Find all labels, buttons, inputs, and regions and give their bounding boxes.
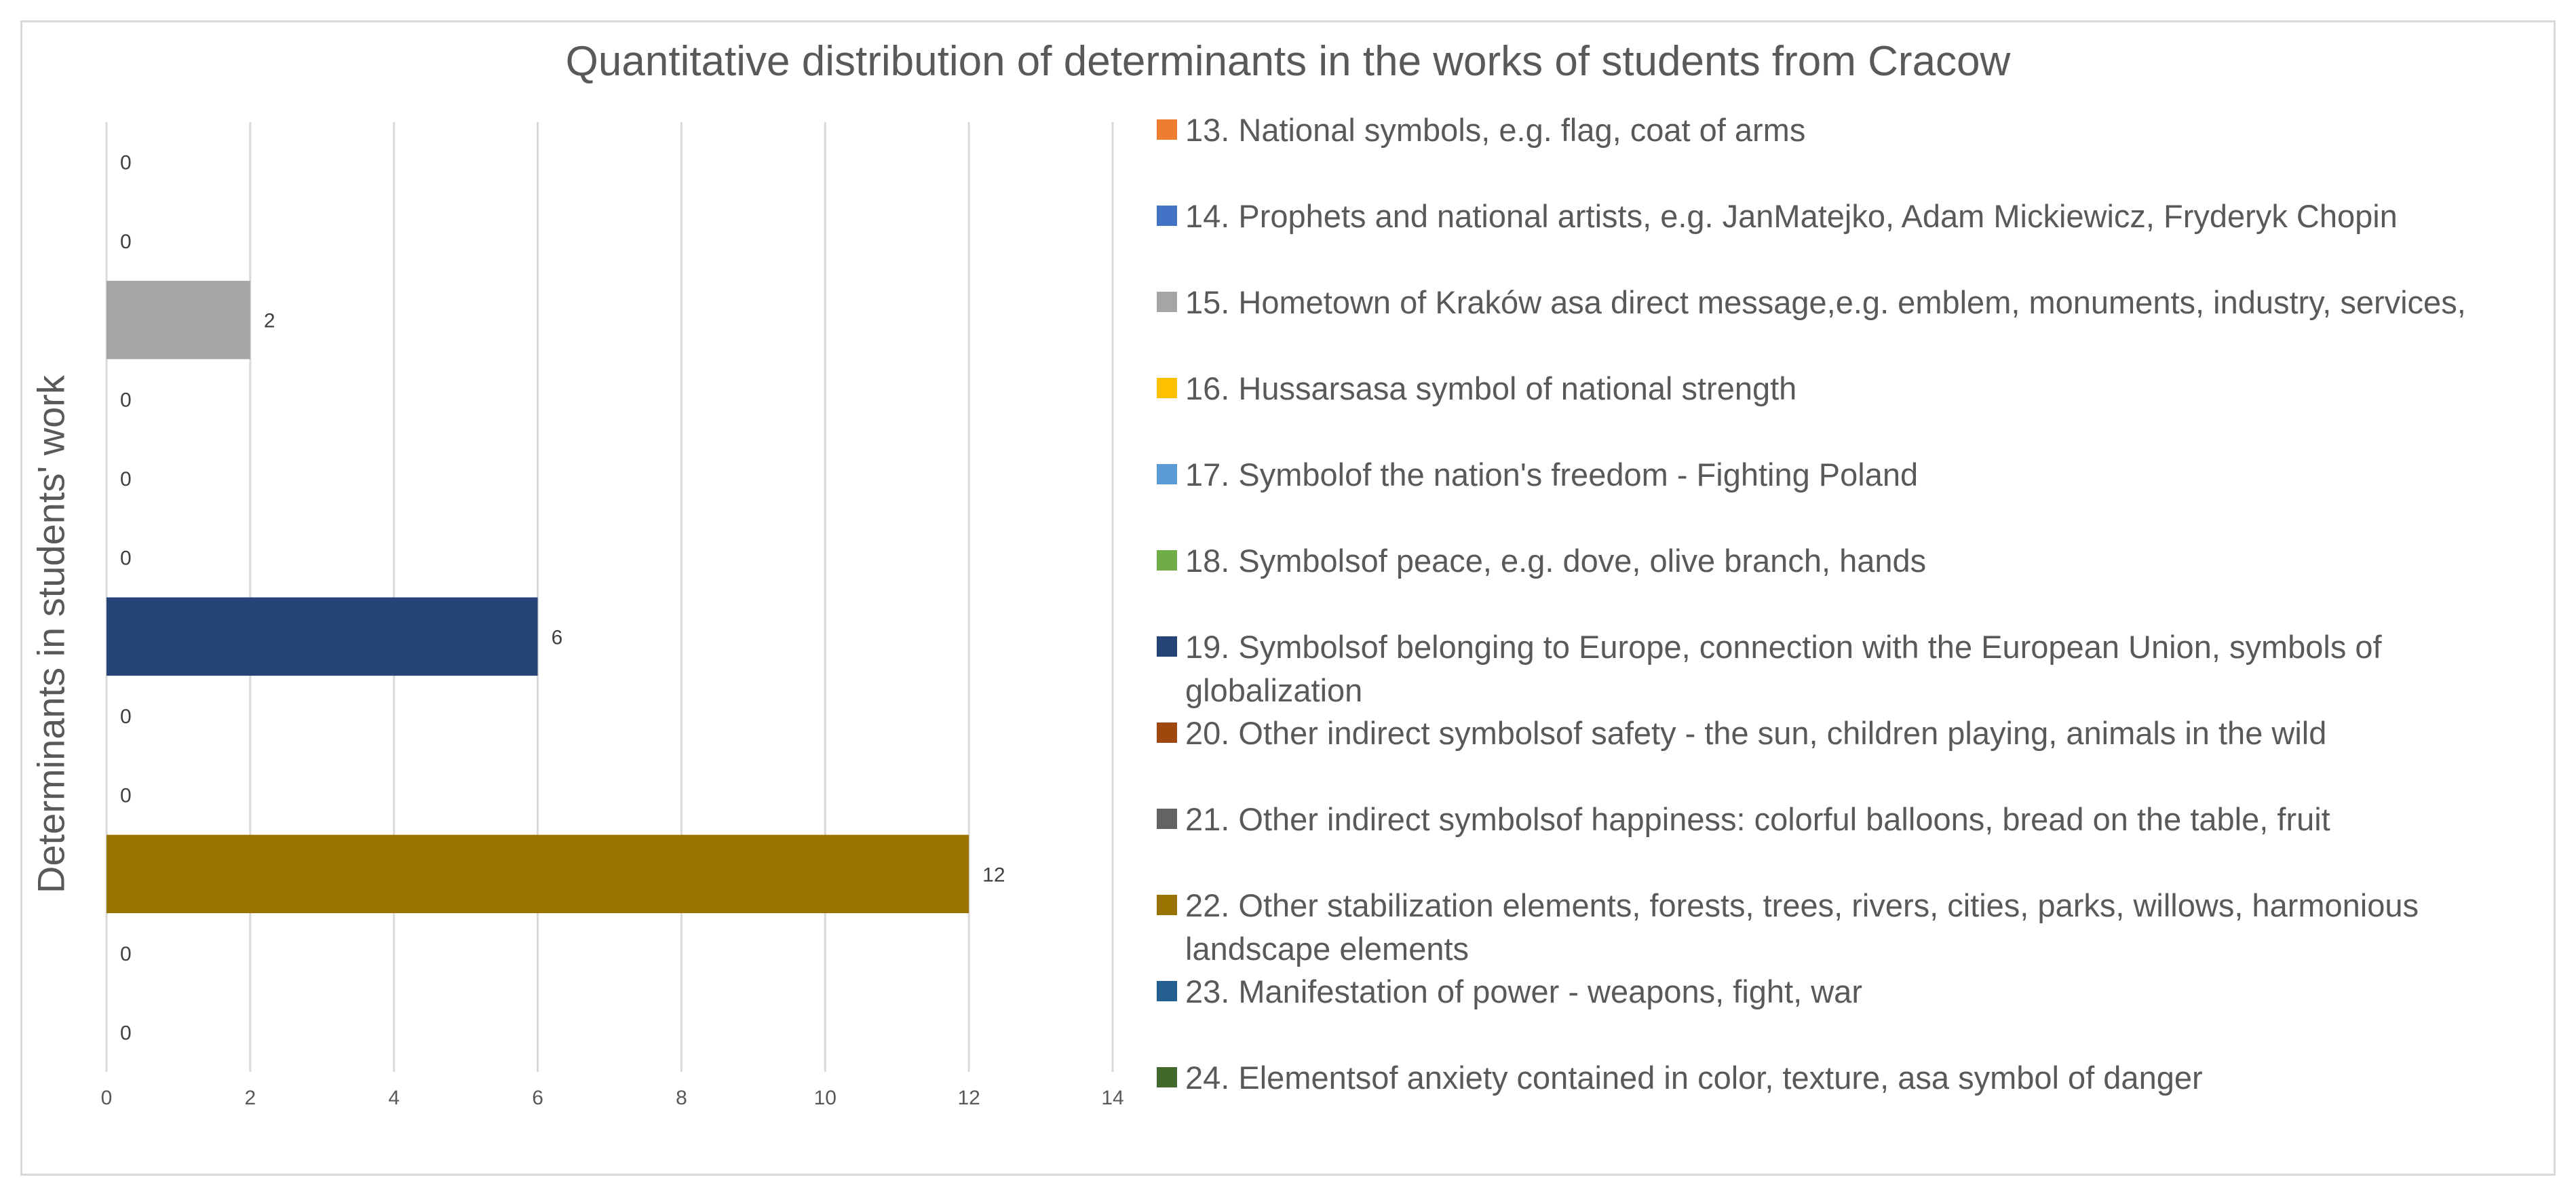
legend-item <box>1157 884 2561 971</box>
data-label: 12 <box>982 864 1005 887</box>
legend-item <box>1157 970 2561 1014</box>
legend-item <box>1157 453 2561 497</box>
legend-swatch <box>1157 809 1177 829</box>
legend-item <box>1157 281 2561 324</box>
bar-chart-plot <box>0 0 1153 1153</box>
bar-19 <box>107 598 538 676</box>
x-tick-label: 10 <box>813 1087 837 1109</box>
legend-label: 20. Other indirect symbolsof safety - the sun, children playing, animals in the wild <box>1185 715 2327 751</box>
legend-swatch <box>1157 119 1177 140</box>
legend-swatch <box>1157 636 1177 657</box>
chart-title: Quantitative distribution of determinants in the works of students from Cracow <box>565 38 2011 85</box>
y-axis-label: Determinants in students' work <box>29 375 73 893</box>
legend-swatch <box>1157 464 1177 484</box>
legend-item <box>1157 109 2561 152</box>
legend-item <box>1157 539 2561 583</box>
data-label: 0 <box>120 151 132 174</box>
x-tick-label: 12 <box>957 1087 980 1109</box>
x-tick-label: 14 <box>1101 1087 1124 1109</box>
legend-item <box>1157 712 2561 755</box>
data-label: 6 <box>551 626 563 649</box>
gridlines <box>107 122 1113 1072</box>
legend-item <box>1157 798 2561 841</box>
legend-swatch <box>1157 895 1177 915</box>
data-label: 2 <box>263 309 275 332</box>
legend-swatch <box>1157 981 1177 1001</box>
data-label: 0 <box>120 706 132 728</box>
x-tick-label: 8 <box>676 1087 687 1109</box>
data-label: 0 <box>120 231 132 253</box>
legend-swatch <box>1157 378 1177 398</box>
data-label: 0 <box>120 1022 132 1045</box>
legend-label: 22. Other stabilization elements, forests, trees, rivers, cities, parks, willows, harmonious landscape elements <box>1185 887 2419 967</box>
legend-item <box>1157 367 2561 410</box>
legend-label: 24. Elementsof anxiety contained in color, texture, asa symbol of danger <box>1185 1060 2203 1096</box>
bar-22 <box>107 835 969 914</box>
legend-label: 21. Other indirect symbolsof happiness: colorful balloons, bread on the table, fruit <box>1185 801 2330 837</box>
legend-item <box>1157 195 2561 238</box>
x-tick-label: 2 <box>244 1087 256 1109</box>
data-label: 0 <box>120 943 132 965</box>
legend-swatch <box>1157 550 1177 571</box>
x-tick-label: 6 <box>532 1087 543 1109</box>
legend-label: 15. Hometown of Kraków asa direct message,e.g. emblem, monuments, industry, services, <box>1185 284 2466 320</box>
data-label: 0 <box>120 389 132 412</box>
bar-15 <box>107 281 250 359</box>
legend-label: 23. Manifestation of power - weapons, fight, war <box>1185 973 1862 1009</box>
data-label: 0 <box>120 784 132 807</box>
legend-label: 14. Prophets and national artists, e.g. JanMatejko, Adam Mickiewicz, Fryderyk Chopin <box>1185 198 2398 234</box>
x-tick-labels <box>101 1087 1124 1109</box>
legend-label: 19. Symbolsof belonging to Europe, connection with the European Union, symbols of globalization <box>1185 629 2382 708</box>
legend-item <box>1157 625 2561 712</box>
x-tick-label: 0 <box>100 1087 113 1109</box>
data-label: 0 <box>120 547 132 570</box>
legend-label: 13. National symbols, e.g. flag, coat of arms <box>1185 112 1806 148</box>
legend-label: 18. Symbolsof peace, e.g. dove, olive branch, hands <box>1185 543 1927 579</box>
legend-swatch <box>1157 206 1177 226</box>
legend-label: 16. Hussarsasa symbol of national strength <box>1185 370 1797 406</box>
legend-label: 17. Symbolof the nation's freedom - Fighting Poland <box>1185 457 1919 493</box>
legend-swatch <box>1157 1067 1177 1087</box>
legend-swatch <box>1157 292 1177 312</box>
legend-item <box>1157 1056 2561 1100</box>
x-tick-label: 4 <box>388 1087 400 1109</box>
legend-swatch <box>1157 722 1177 743</box>
data-label: 0 <box>120 468 132 490</box>
